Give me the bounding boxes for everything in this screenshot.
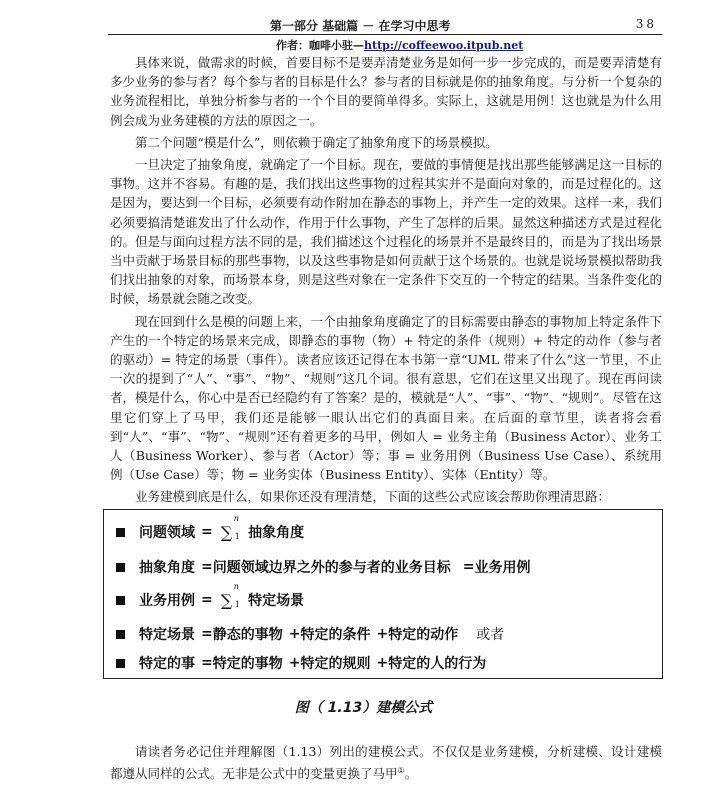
page-number: 38 — [635, 17, 657, 31]
square-bullet-icon — [116, 563, 125, 572]
author-line — [276, 37, 523, 53]
sigma-symbol: ∑ n 1 — [220, 581, 240, 610]
square-bullet-icon — [116, 528, 125, 537]
paragraph-5: 业务建模到底是什么，如果你还没有理清楚，下面的这些公式应该会帮助你理清思路： — [135, 489, 611, 505]
paragraph-3: 一旦决定了抽象角度，就确定了一个目标。现在，要做的事情便是找出那些能够满足这一目标的事物。这并不容易。有趣的是，我们找出这些事物的过程其实并不是面向对象的，而是过程化的。这是因为，要达到一个目标，必须要有动作附加在静态的事物上，并产生一定的效果。这样一来，我们必须要搞清楚谁发出了什么动作，作用于什么事物，产生了怎样的后果。显然这种描述方式是过程化的。但是与面向过程方法不同的是，我们描述这个过程化的场景并不是最终目的，而是为了找出场景当中贡献于场景目标的那些事物，以及这些事物是如何贡献于这个场景的。也就是说场景模拟帮助我们找出抽象的对象，而场景本身，则是这些对象在一定条件下交互的一个特定的结果。当条件变化的时候，场景就会随之改变。 — [110, 157, 662, 307]
paragraph-2: 第二个问题“模是什么”，则依赖于确定了抽象角度下的场景模拟。 — [135, 134, 498, 150]
formula-row-1: 问题领域 = ∑ n 1 抽象角度 — [116, 522, 304, 542]
square-bullet-icon — [116, 659, 125, 668]
formula-row-2: 抽象角度 = 问题领域边界之外的参与者的业务目标 = 业务用例 — [116, 557, 530, 577]
formula-row-5: 特定的事 = 特定的事物 + 特定的规则 + 特定的人的行为 — [116, 653, 486, 673]
formula-row-4: 特定场景 = 静态的事物 + 特定的条件 + 特定的动作 或者 — [116, 624, 504, 644]
paragraph-1: 具体来说，做需求的时候，首要目标不是要弄清楚业务是如何一步一步完成的，而是要弄清楚有多少业务的参与者？每个参与者的目标是什么？参与者的目标就是你的抽象角度。与分析一个复杂的业务流程相比，单独分析参与者的一个个目的要简单得多。实际上，这就是用例！这也就是为什么用例会成为业务建模的方法的原因之一。 — [110, 55, 662, 128]
formula-box — [103, 509, 663, 679]
author-prefix: 作者：咖啡小驻— — [276, 39, 364, 52]
footnote-marker[interactable]: ① — [397, 766, 405, 776]
body-text — [110, 53, 662, 510]
formula-row-3: 业务用例 = ∑ n 1 特定场景 — [116, 590, 304, 610]
closing-paragraph: 请读者务必记住并理解图（1.13）列出的建模公式。不仅仅是业务建模，分析建模、设计建模都遵从同样的公式。无非是公式中的变量更换了马甲①。 — [110, 744, 662, 782]
square-bullet-icon — [116, 630, 125, 639]
sigma-symbol: ∑ n 1 — [220, 513, 240, 542]
paragraph-4: 现在回到什么是模的问题上来，一个由抽象角度确定了的目标需要由静态的事物加上特定条件下产生的一个特定的场景来完成，即静态的事物（物）+ 特定的条件（规则）+ 特定的动作（参与者的驱动）= 特定的场景（事件）。读者应该还记得在本书第一章“UML 带来了什么”这一节里，不止一次的提到了“人”、“事”、“物”、“规则”这几个词。很有意思，它们在这里又出现了。现在再问读者，模是什么，你心中是否已经隐约有了答案？是的，模就是“人”、“事”、“物”、“规则”。尽管在这里它们穿上了马甲，我们还是能够一眼认出它们的真面目来。在后面的章节里，读者将会看到“人”、“事”、“物”、“规则”还有着更多的马甲，例如人 = 业务主角（Business Actor）、业务工人（Business Worker）、参与者（Actor）等；事 = 业务用例（Business Use Case）、系统用例（Use Case）等；物 = 业务实体（Business Entity）、实体（Entity）等。 — [110, 313, 662, 483]
author-link[interactable]: http://coffeewoo.itpub.net — [364, 39, 524, 52]
running-header-title: 第一部分 基础篇 － 在学习中思考 — [270, 19, 451, 33]
square-bullet-icon — [116, 596, 125, 605]
header-rule — [108, 34, 662, 35]
figure-caption: 图（ 1.13）建模公式 — [294, 700, 433, 716]
